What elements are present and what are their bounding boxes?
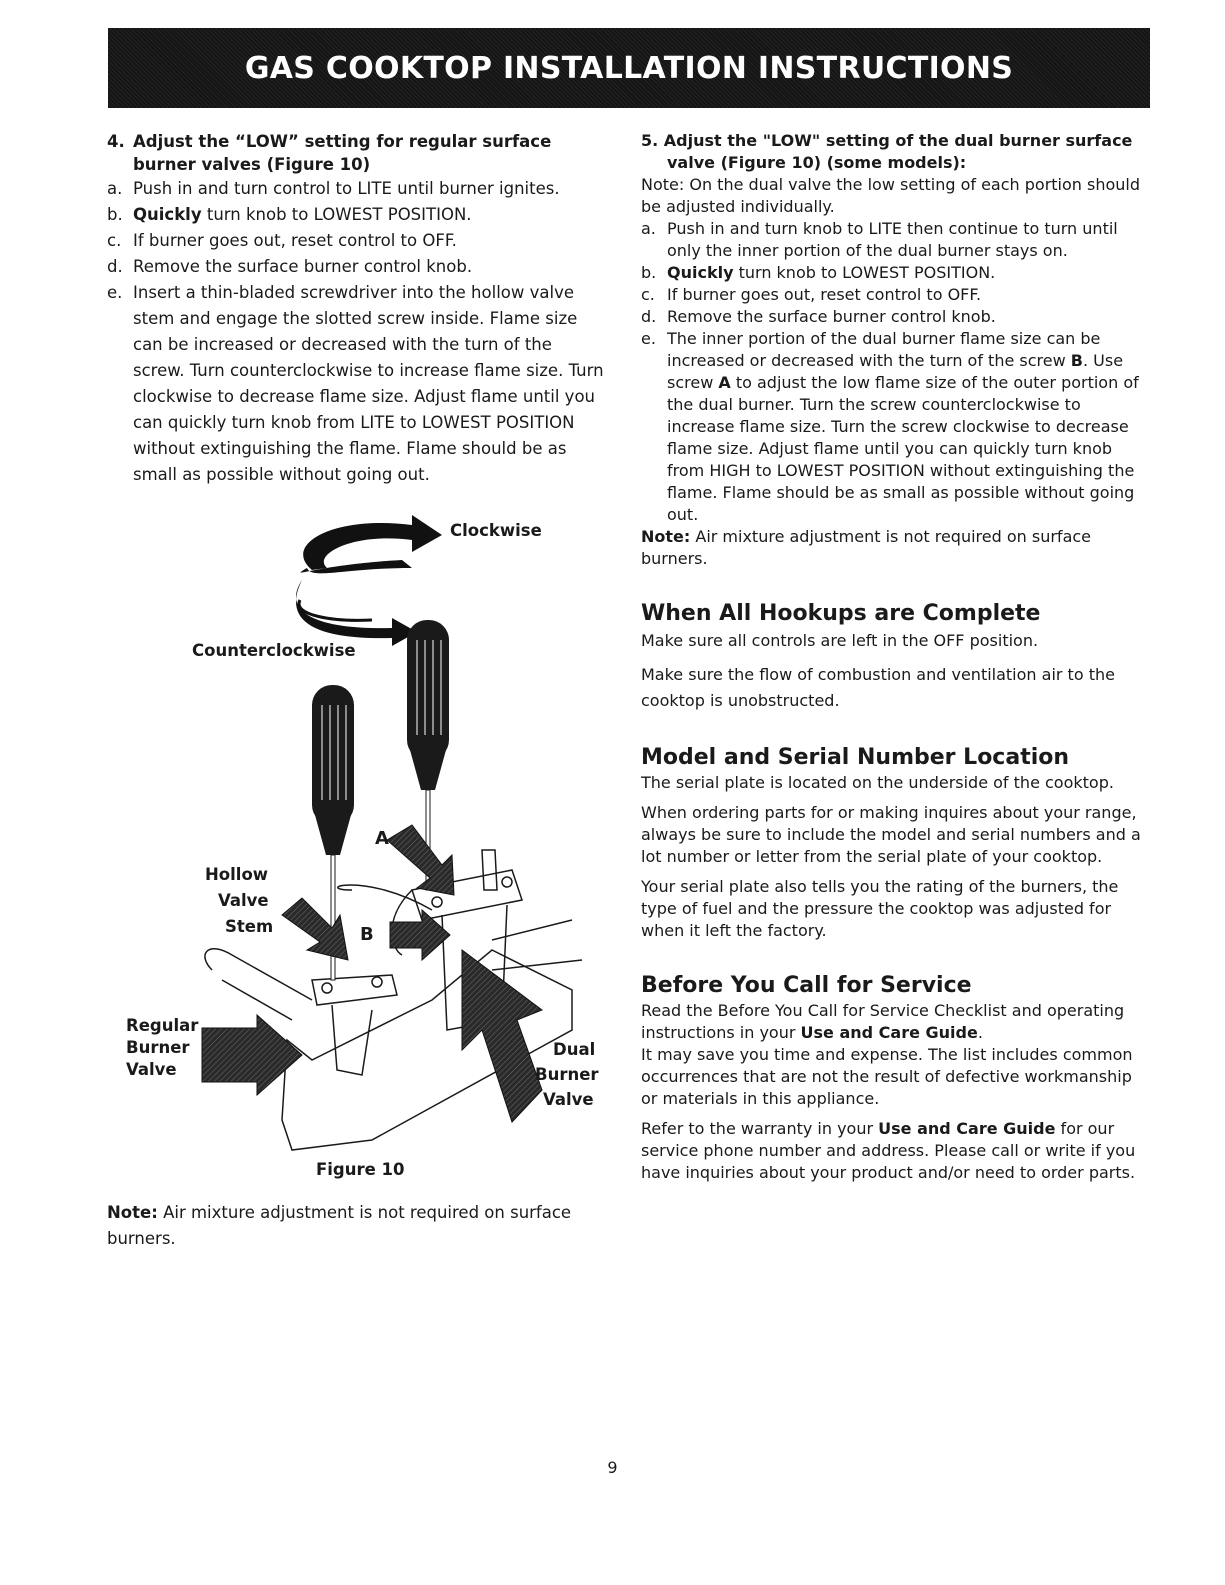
arrow-a-icon	[387, 825, 454, 895]
step-5-note-2	[641, 526, 1146, 570]
label-b: B	[360, 924, 374, 945]
item-letter: d.	[641, 307, 657, 326]
item-letter: c.	[641, 285, 655, 304]
left-note	[107, 1200, 607, 1252]
service-p1	[641, 1000, 1146, 1044]
list-item	[107, 176, 607, 202]
item-letter: a.	[107, 179, 123, 198]
model-p1: The serial plate is located on the underside of the cooktop.	[641, 773, 1114, 792]
step-4-heading-line1: Adjust the “LOW” setting for regular surface	[133, 132, 552, 151]
dual-valve-arrow-icon	[462, 950, 542, 1122]
item-letter: b.	[641, 263, 657, 282]
page-number: 9	[607, 1458, 618, 1477]
service-p2: It may save you time and expense. The list includes common occurrences that are not the result of defective workmanship or materials in this appliance.	[641, 1045, 1133, 1108]
clockwise-arrow-icon	[301, 515, 442, 573]
item-letter: e.	[107, 283, 123, 302]
item-letter: c.	[107, 231, 122, 250]
step-4-heading-line2: burner valves (Figure 10)	[133, 155, 371, 174]
note-text: Air mixture adjustment is not required on surface burners.	[107, 1203, 572, 1248]
list-item	[641, 262, 1146, 284]
list-item	[641, 218, 1146, 262]
hollow-valve-stem-line1: Hollow	[205, 865, 269, 884]
item-text: Remove the surface burner control knob.	[133, 257, 473, 276]
step-5-heading-line1: 5. Adjust the "LOW" setting of the dual burner surface	[641, 131, 1133, 150]
service-p1-end: .	[977, 1023, 983, 1042]
use-care-guide-ref: Use and Care Guide	[800, 1023, 978, 1042]
item-letter: d.	[107, 257, 123, 276]
service-p3	[641, 1118, 1146, 1184]
step-5-list	[641, 218, 1146, 526]
dual-burner-valve-line1: Dual	[553, 1040, 596, 1059]
model-serial-title: Model and Serial Number Location	[641, 745, 1070, 770]
item-letter: a.	[641, 219, 656, 238]
note-label: Note:	[107, 1203, 158, 1222]
use-care-guide-ref: Use and Care Guide	[878, 1119, 1056, 1138]
hookups-p2: Make sure the flow of combustion and ventilation air to the cooktop is unobstructed.	[641, 665, 1115, 710]
list-item	[107, 254, 607, 280]
page-header-banner	[108, 28, 1150, 108]
service-p1-text: Read the Before You Call for Service Checklist and operating instructions in your	[641, 1001, 1125, 1042]
regular-valve-arrow-icon	[202, 1015, 302, 1095]
list-item	[107, 202, 607, 228]
hookups-p1: Make sure all controls are left in the OFF position.	[641, 631, 1039, 650]
left-column	[107, 130, 607, 488]
item-text: Remove the surface burner control knob.	[667, 307, 996, 326]
model-p3: Your serial plate also tells you the rating of the burners, the type of fuel and the pressure the cooktop was adjusted for when it left the factory.	[641, 877, 1119, 940]
item-text: If burner goes out, reset control to OFF.	[667, 285, 982, 304]
list-item	[107, 228, 607, 254]
hookups-title: When All Hookups are Complete	[641, 601, 1041, 626]
list-item	[107, 280, 607, 488]
item-text: to adjust the low flame size of the outer portion of the dual burner. Turn the screw counterclockwise to increase flame size. Turn the screw clockwise to decrease flame size. Adjust flame until you can quickly turn knob from HIGH to LOWEST POSITION without extinguishing the flame. Flame should be as small as possible without going out.	[667, 373, 1139, 524]
hollow-valve-stem-line3: Stem	[225, 917, 274, 936]
item-text: Push in and turn knob to LITE then continue to turn until only the inner portion of the dual burner stays on.	[667, 219, 1118, 260]
list-item	[641, 306, 1146, 328]
dual-burner-valve-line3: Valve	[543, 1090, 594, 1109]
step-5-note: Note: On the dual valve the low setting of each portion should be adjusted individually.	[641, 175, 1141, 216]
item-letter: e.	[641, 329, 656, 348]
page-title: GAS COOKTOP INSTALLATION INSTRUCTIONS	[244, 50, 1014, 86]
note-text: Air mixture adjustment is not required on surface burners.	[641, 527, 1092, 568]
item-text: The inner portion of the dual burner flame size can be increased or decreased with the turn of the screw	[667, 329, 1101, 370]
clockwise-label: Clockwise	[450, 521, 542, 540]
item-text: Push in and turn control to LITE until burner ignites.	[133, 179, 560, 198]
label-a: A	[375, 828, 389, 849]
figure-caption: Figure 10	[316, 1160, 405, 1179]
item-text: If burner goes out, reset control to OFF.	[133, 231, 457, 250]
hollow-stem-arrow-icon	[282, 898, 348, 960]
service-p3-end: for our service phone number and address. Please call or write if you have inquiries about your product and/or need to order parts.	[641, 1119, 1136, 1182]
regular-burner-valve-line1: Regular	[126, 1016, 199, 1035]
hollow-valve-stem-line2: Valve	[218, 891, 269, 910]
service-title: Before You Call for Service	[641, 973, 972, 998]
step-4-number: 4.	[107, 132, 125, 151]
item-text: turn knob to LOWEST POSITION.	[733, 263, 996, 282]
dual-burner-valve-line2: Burner	[535, 1065, 599, 1084]
item-text: turn knob to LOWEST POSITION.	[201, 205, 472, 224]
regular-burner-valve-line3: Valve	[126, 1060, 177, 1079]
list-item	[641, 328, 1146, 526]
screw-a-label: A	[718, 373, 731, 392]
counterclockwise-label: Counterclockwise	[192, 641, 356, 660]
step-5-heading	[641, 130, 1146, 174]
right-column	[641, 130, 1146, 1184]
list-item	[641, 284, 1146, 306]
figure-10	[112, 510, 612, 1190]
note-label: Note:	[641, 527, 691, 546]
item-text: Insert a thin-bladed screwdriver into the hollow valve stem and engage the slotted screw inside. Flame size can be increased or decreased with the turn of the screw. Turn counterclockwise to increase flame size. Turn clockwise to decrease flame size. Adjust flame until you can quickly turn knob from LITE to LOWEST POSITION without extinguishing the flame. Flame should be as small as possible without going out.	[133, 283, 604, 484]
counterclockwise-arrow-icon	[296, 580, 417, 646]
item-bold: Quickly	[667, 263, 734, 282]
step-5-heading-line2: valve (Figure 10) (some models):	[667, 153, 967, 172]
service-p3-text: Refer to the warranty in your	[641, 1119, 879, 1138]
item-letter: b.	[107, 205, 123, 224]
item-text: . Use screw	[667, 351, 1124, 392]
screw-b-label: B	[1070, 351, 1083, 370]
step-4-heading	[107, 130, 607, 176]
regular-burner-valve-line2: Burner	[126, 1038, 190, 1057]
item-bold: Quickly	[133, 205, 202, 224]
model-p2: When ordering parts for or making inquires about your range, always be sure to include the model and serial numbers and a lot number or letter from the serial plate of your cooktop.	[641, 803, 1141, 866]
step-4-list	[107, 176, 607, 488]
